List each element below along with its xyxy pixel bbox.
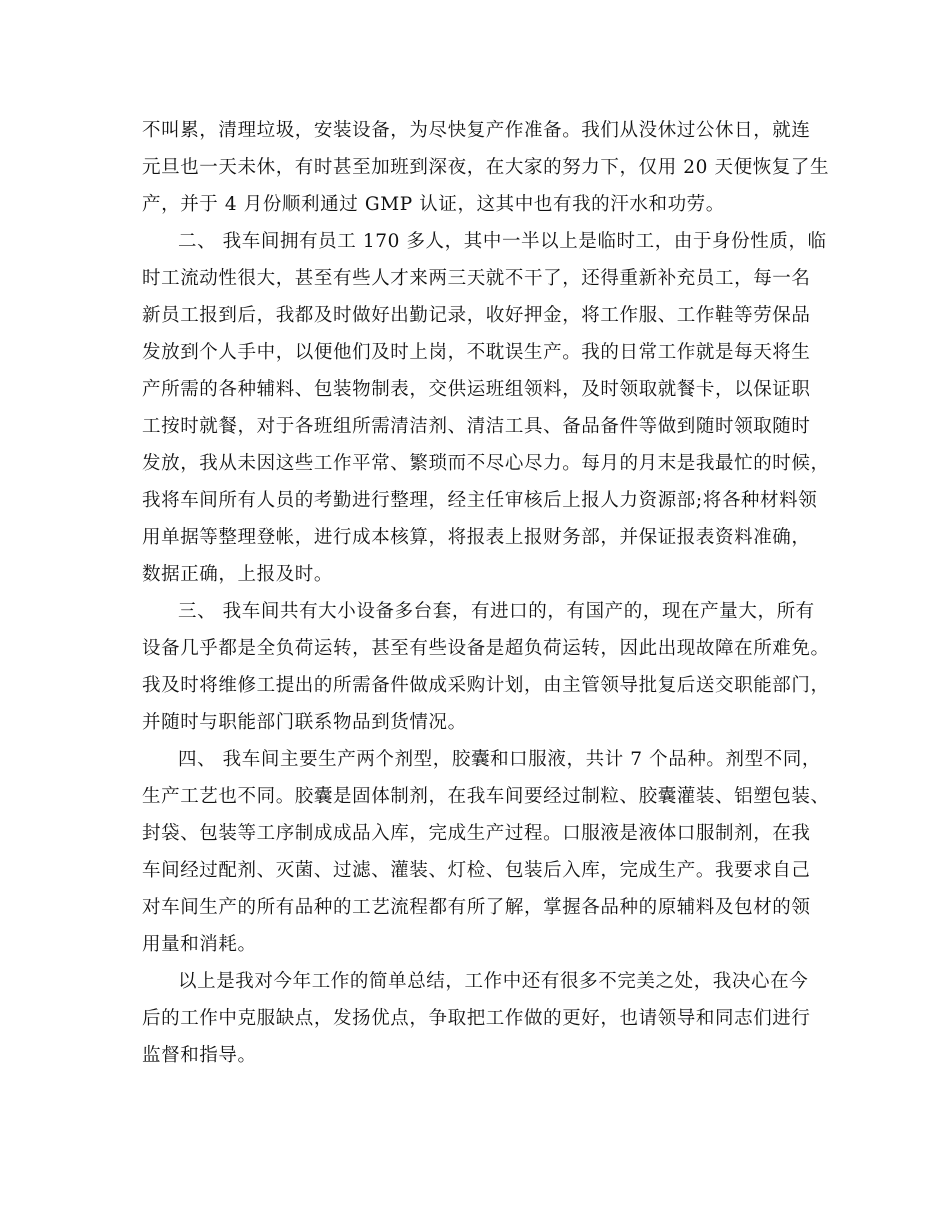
paragraph-5-start: 以上是我对今年工作的简单总结，工作中还有很多不完美之处，我决心在今: [178, 971, 809, 992]
text-line: 并随时与职能部门联系物品到货情况。: [142, 712, 467, 733]
text-line: 工按时就餐，对于各班组所需清洁剂、清洁工具、备品备件等做到随时领取随时: [142, 416, 811, 437]
text-line: 发放，我从未因这些工作平常、繁琐而不尽心尽力。每月的月末是我最忙的时候，: [142, 453, 830, 474]
text-line: 生产工艺也不同。胶囊是固体制剂，在我车间要经过制粒、胶囊灌装、铝塑包装、: [142, 786, 830, 807]
text-line: 产所需的各种辅料、包装物制表，交供运班组领料，及时领取就餐卡，以保证职: [142, 379, 811, 400]
text-line: 元旦也一天未休，有时甚至加班到深夜，在大家的努力下，仅用 20 天便恢复了生: [142, 157, 830, 178]
text-line: 对车间生产的所有品种的工艺流程都有所了解，掌握各品种的原辅料及包材的领: [142, 897, 811, 918]
text-line: 后的工作中克服缺点，发扬优点，争取把工作做的更好，也请领导和同志们进行: [142, 1008, 811, 1029]
text-line: 用单据等整理登帐，进行成本核算，将报表上报财务部，并保证报表资料准确，: [142, 527, 811, 548]
text-line: 监督和指导。: [142, 1045, 257, 1066]
paragraph-3-start: 三、 我车间共有大小设备多台套，有进口的，有国产的，现在产量大，所有: [178, 601, 815, 622]
text-line: 产，并于 4 月份顺利通过 GMP 认证，这其中也有我的汗水和功劳。: [142, 194, 725, 215]
paragraph-2-start: 二、 我车间拥有员工 170 多人，其中一半以上是临时工，由于身份性质，临: [178, 231, 827, 252]
text-line: 时工流动性很大，甚至有些人才来两三天就不干了，还得重新补充员工，每一名: [142, 268, 811, 289]
text-line: 用量和消耗。: [142, 934, 257, 955]
text-line: 封袋、包装等工序制成成品入库，完成生产过程。口服液是液体口服制剂，在我: [142, 823, 811, 844]
text-line: 车间经过配剂、灭菌、过滤、灌装、灯检、包装后入库，完成生产。我要求自己: [142, 860, 811, 881]
text-line: 我及时将维修工提出的所需备件做成采购计划，由主管领导批复后送交职能部门，: [142, 675, 830, 696]
text-line: 设备几乎都是全负荷运转，甚至有些设备是超负荷运转，因此出现故障在所难免。: [142, 638, 830, 659]
text-line: 不叫累，清理垃圾，安装设备，为尽快复产作准备。我们从没休过公休日，就连: [142, 120, 811, 141]
text-line: 新员工报到后，我都及时做好出勤记录，收好押金，将工作服、工作鞋等劳保品: [142, 305, 811, 326]
text-line: 发放到个人手中，以便他们及时上岗，不耽误生产。我的日常工作就是每天将生: [142, 342, 811, 363]
text-line: 数据正确，上报及时。: [142, 564, 334, 585]
paragraph-4-start: 四、 我车间主要生产两个剂型，胶囊和口服液，共计 7 个品种。剂型不同，: [178, 749, 822, 770]
text-line: 我将车间所有人员的考勤进行整理，经主任审核后上报人力资源部;将各种材料领: [142, 490, 818, 511]
